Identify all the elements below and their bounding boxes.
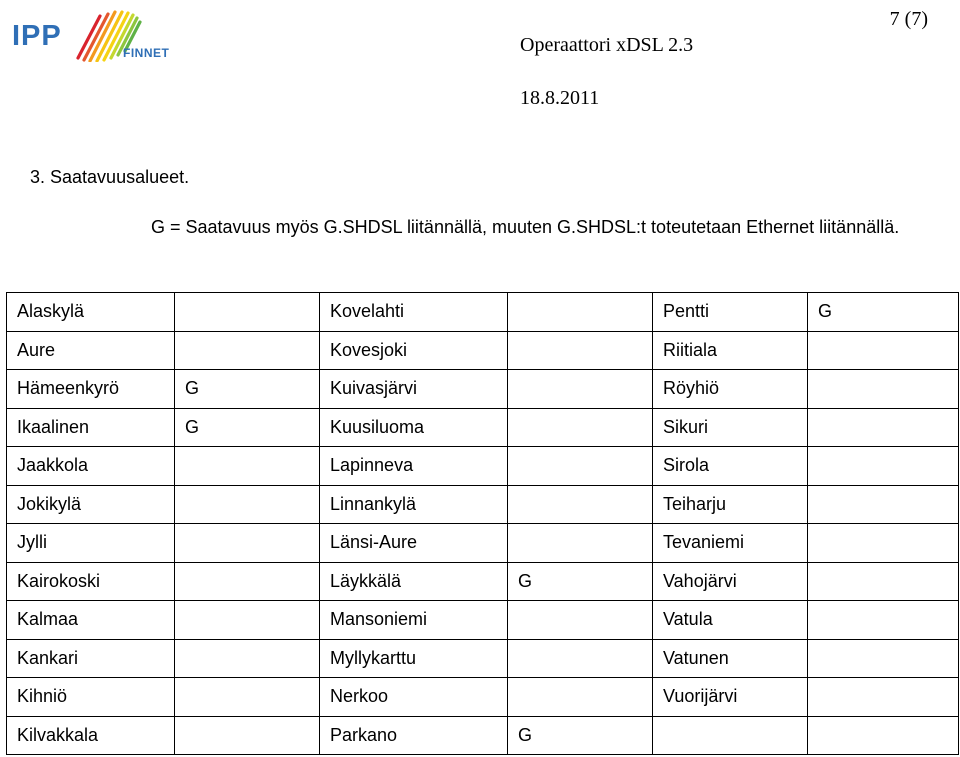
document-date: 18.8.2011	[520, 87, 600, 109]
area-name-cell: Kihniö	[7, 678, 175, 717]
shdsl-flag-cell	[175, 447, 320, 486]
area-name-cell: Vatula	[653, 601, 808, 640]
table-row	[7, 485, 959, 524]
area-name-cell: Kairokoski	[7, 562, 175, 601]
shdsl-flag-cell	[508, 678, 653, 717]
shdsl-flag-cell	[808, 678, 959, 717]
area-name-cell: Jaakkola	[7, 447, 175, 486]
area-name-cell: Sikuri	[653, 408, 808, 447]
area-name-cell: Kovesjoki	[320, 331, 508, 370]
area-name-cell: Kuusiluoma	[320, 408, 508, 447]
table-row	[7, 447, 959, 486]
shdsl-flag-cell	[808, 524, 959, 563]
shdsl-flag-cell: G	[508, 716, 653, 755]
shdsl-flag-cell	[175, 601, 320, 640]
table-row	[7, 678, 959, 717]
shdsl-flag-cell	[508, 331, 653, 370]
area-name-cell	[653, 716, 808, 755]
table-row	[7, 562, 959, 601]
logo-primary-text: IPP	[12, 20, 62, 52]
table-row	[7, 293, 959, 332]
shdsl-flag-cell	[175, 485, 320, 524]
area-name-cell: Läykkälä	[320, 562, 508, 601]
area-name-cell: Sirola	[653, 447, 808, 486]
shdsl-flag-cell	[808, 331, 959, 370]
shdsl-flag-cell	[175, 716, 320, 755]
shdsl-flag-cell	[808, 562, 959, 601]
area-name-cell: Jylli	[7, 524, 175, 563]
area-name-cell: Teiharju	[653, 485, 808, 524]
area-name-cell: Nerkoo	[320, 678, 508, 717]
table-row	[7, 408, 959, 447]
document-title: Operaattori xDSL 2.3	[520, 34, 694, 56]
shdsl-flag-cell	[808, 447, 959, 486]
area-name-cell: Ikaalinen	[7, 408, 175, 447]
area-name-cell: Vuorijärvi	[653, 678, 808, 717]
shdsl-flag-cell	[808, 370, 959, 409]
logo-secondary-text: FINNET	[123, 46, 170, 60]
shdsl-flag-cell: G	[508, 562, 653, 601]
shdsl-flag-cell	[508, 408, 653, 447]
area-name-cell: Linnankylä	[320, 485, 508, 524]
area-name-cell: Vahojärvi	[653, 562, 808, 601]
area-name-cell: Tevaniemi	[653, 524, 808, 563]
shdsl-flag-cell	[508, 293, 653, 332]
shdsl-flag-cell	[508, 639, 653, 678]
shdsl-flag-cell	[808, 716, 959, 755]
shdsl-flag-cell: G	[808, 293, 959, 332]
shdsl-flag-cell	[508, 447, 653, 486]
section-heading: 3. Saatavuusalueet.	[30, 167, 190, 187]
area-name-cell: Röyhiö	[653, 370, 808, 409]
area-name-cell: Jokikylä	[7, 485, 175, 524]
area-name-cell: Länsi-Aure	[320, 524, 508, 563]
area-name-cell: Kovelahti	[320, 293, 508, 332]
table-row	[7, 639, 959, 678]
area-name-cell: Hämeenkyrö	[7, 370, 175, 409]
shdsl-flag-cell	[175, 562, 320, 601]
area-name-cell: Alaskylä	[7, 293, 175, 332]
shdsl-flag-cell	[508, 485, 653, 524]
area-name-cell: Kilvakkala	[7, 716, 175, 755]
shdsl-flag-cell	[808, 408, 959, 447]
shdsl-flag-cell	[175, 524, 320, 563]
table-row	[7, 524, 959, 563]
table-row	[7, 370, 959, 409]
shdsl-flag-cell	[808, 485, 959, 524]
area-name-cell: Kuivasjärvi	[320, 370, 508, 409]
area-name-cell: Vatunen	[653, 639, 808, 678]
shdsl-flag-cell: G	[175, 370, 320, 409]
shdsl-flag-cell	[508, 601, 653, 640]
area-name-cell: Kankari	[7, 639, 175, 678]
shdsl-flag-cell	[508, 370, 653, 409]
shdsl-flag-cell	[175, 639, 320, 678]
area-name-cell: Aure	[7, 331, 175, 370]
page-number: 7 (7)	[889, 8, 928, 30]
area-name-cell: Kalmaa	[7, 601, 175, 640]
shdsl-flag-cell	[808, 639, 959, 678]
table-row	[7, 601, 959, 640]
area-name-cell: Parkano	[320, 716, 508, 755]
area-name-cell: Pentti	[653, 293, 808, 332]
shdsl-flag-cell	[808, 601, 959, 640]
availability-note: G = Saatavuus myös G.SHDSL liitännällä, muuten G.SHDSL:t toteutetaan Ethernet liitännällä.	[151, 217, 900, 237]
shdsl-flag-cell	[508, 524, 653, 563]
area-name-cell: Riitiala	[653, 331, 808, 370]
area-name-cell: Lapinneva	[320, 447, 508, 486]
table-row	[7, 716, 959, 755]
area-name-cell: Mansoniemi	[320, 601, 508, 640]
company-logo	[8, 6, 178, 66]
area-name-cell: Myllykarttu	[320, 639, 508, 678]
availability-table	[6, 292, 959, 755]
table-row	[7, 331, 959, 370]
shdsl-flag-cell	[175, 293, 320, 332]
shdsl-flag-cell	[175, 678, 320, 717]
shdsl-flag-cell: G	[175, 408, 320, 447]
shdsl-flag-cell	[175, 331, 320, 370]
